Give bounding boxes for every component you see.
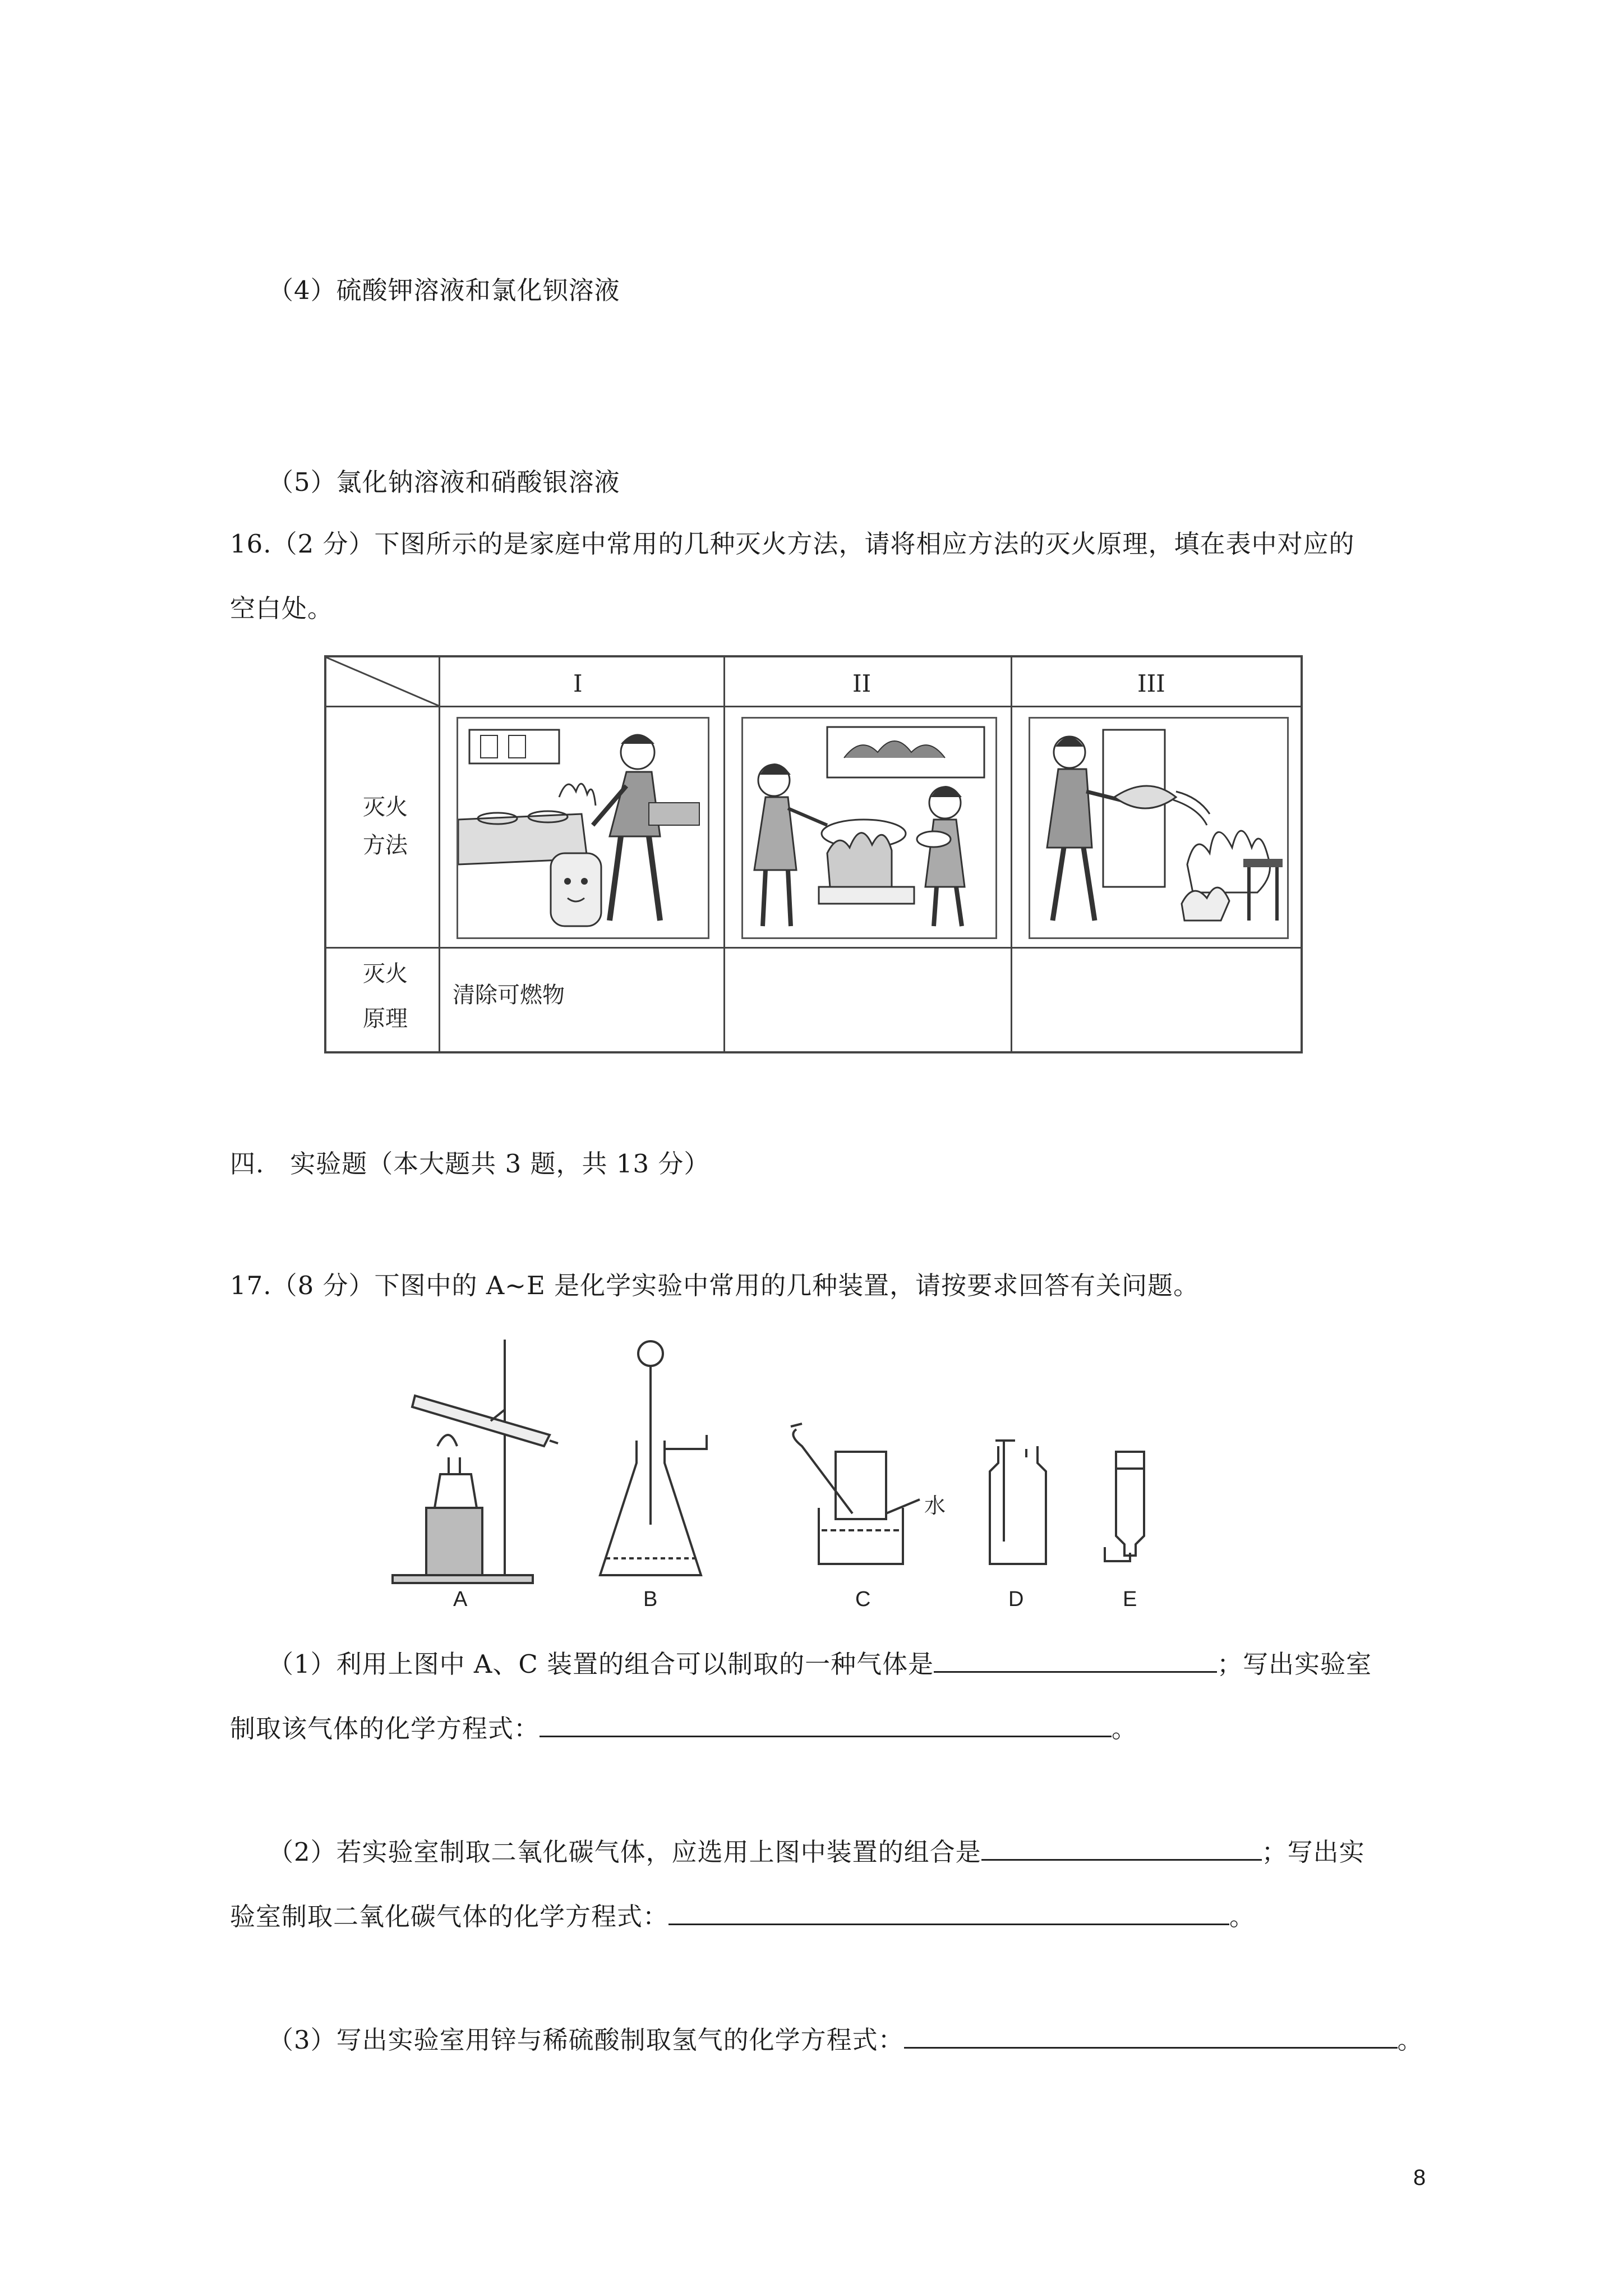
row-label-method-b: 方法 bbox=[363, 832, 408, 858]
lab-apparatus-figure bbox=[381, 1328, 1256, 1614]
q17-part2-text-c: 验室制取二氧化碳气体的化学方程式： bbox=[230, 1902, 669, 1931]
apparatus-label-a: A bbox=[453, 1588, 468, 1611]
q17-part2-text-d: 。 bbox=[1229, 1902, 1256, 1931]
row-label-principle-b: 原理 bbox=[363, 1006, 408, 1032]
apparatus-label-b: B bbox=[643, 1588, 658, 1611]
column-header-3: III bbox=[1137, 670, 1165, 697]
q17-part1-line2 bbox=[230, 1711, 1137, 1746]
answer-blank-equation-1[interactable] bbox=[540, 1711, 1112, 1737]
q17-part3-text-a: （3）写出实验室用锌与稀硫酸制取氢气的化学方程式： bbox=[268, 2025, 904, 2055]
row-label-method-a: 灭火 bbox=[363, 794, 408, 820]
q16-stem-line1: 16.（2 分）下图所示的是家庭中常用的几种灭火方法，请将相应方法的灭火原理，填在表中对应的 bbox=[230, 529, 1355, 559]
q17-part1-text-b: ；写出实验室 bbox=[1217, 1649, 1372, 1679]
q17-part2-text-b: ；写出实 bbox=[1261, 1837, 1365, 1867]
answer-blank-equation-2[interactable] bbox=[668, 1899, 1229, 1925]
q17-part1-text-a: （1）利用上图中 A、C 装置的组合可以制取的一种气体是 bbox=[268, 1649, 934, 1679]
column-header-1: I bbox=[573, 670, 583, 697]
fire-extinguishing-table bbox=[324, 655, 1303, 1053]
section-4-title: 四. 实验题（本大题共 3 题，共 13 分） bbox=[230, 1149, 710, 1179]
column-header-2: II bbox=[852, 670, 872, 697]
row-label-principle-a: 灭火 bbox=[363, 961, 408, 987]
apparatus-e bbox=[1105, 1452, 1144, 1561]
q17-stem: 17.（8 分）下图中的 A~E 是化学实验中常用的几种装置，请按要求回答有关问题。 bbox=[230, 1271, 1200, 1300]
apparatus-label-d: D bbox=[1008, 1588, 1024, 1611]
q17-part1-line1 bbox=[268, 1646, 1372, 1681]
water-label: 水 bbox=[924, 1493, 946, 1518]
apparatus-d bbox=[990, 1441, 1046, 1564]
q15-item-4: （4）硫酸钾溶液和氯化钡溶液 bbox=[268, 275, 620, 305]
corner-diagonal bbox=[326, 657, 439, 706]
q17-part3 bbox=[268, 2022, 1423, 2057]
illustration-pour-water bbox=[1029, 717, 1289, 939]
answer-cell-1: 清除可燃物 bbox=[453, 982, 565, 1008]
answer-blank-combination[interactable] bbox=[981, 1834, 1262, 1861]
answer-blank-gas[interactable] bbox=[934, 1646, 1217, 1673]
apparatus-label-c: C bbox=[855, 1588, 871, 1611]
q17-part2-line1 bbox=[268, 1834, 1365, 1869]
apparatus-drawing bbox=[381, 1328, 1256, 1614]
q16-stem-line2: 空白处。 bbox=[230, 593, 334, 623]
apparatus-label-e: E bbox=[1123, 1588, 1137, 1611]
answer-blank-equation-3[interactable] bbox=[904, 2022, 1398, 2049]
q15-item-5: （5）氯化钠溶液和硝酸银溶液 bbox=[268, 467, 620, 497]
q17-part2-text-a: （2）若实验室制取二氧化碳气体，应选用上图中装置的组合是 bbox=[268, 1837, 981, 1867]
apparatus-b bbox=[600, 1341, 707, 1575]
illustration-shut-gas-valve bbox=[457, 717, 709, 939]
q17-part2-line2 bbox=[230, 1899, 1255, 1934]
q17-part1-text-c: 制取该气体的化学方程式： bbox=[230, 1714, 540, 1743]
q17-part1-text-d: 。 bbox=[1112, 1714, 1138, 1743]
apparatus-c bbox=[791, 1424, 920, 1564]
page-number: 8 bbox=[1413, 2165, 1426, 2190]
illustration-cover-pot-lid bbox=[741, 717, 997, 939]
q17-part3-text-b: 。 bbox=[1397, 2025, 1423, 2055]
apparatus-a bbox=[393, 1340, 558, 1583]
